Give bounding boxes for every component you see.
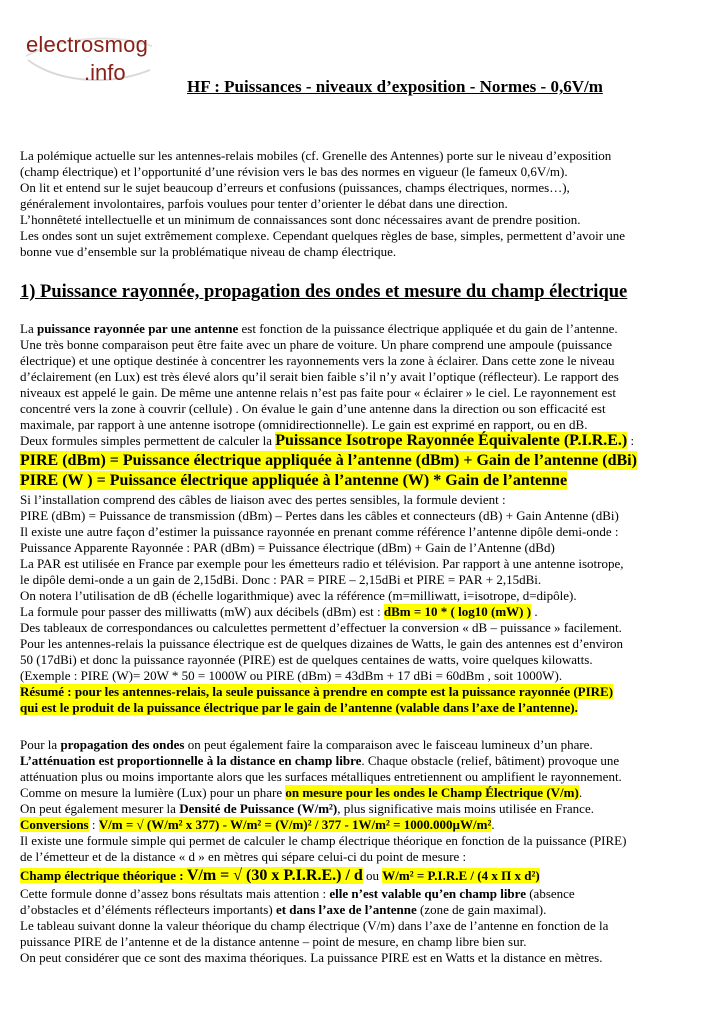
intro-line: Les ondes sont un sujet extrêmement complexe. Cependant quelques règles de base, simples, permettent d’avoir une [20,228,626,243]
s2-line: Il existe une formule simple qui permet de calculer le champ électrique théorique en fonction de la puissance (PIRE) [20,833,627,848]
s1-line: PIRE (dBm) = Puissance de transmission (dBm) – Pertes dans les câbles et connecteurs (dB) + Gain Antenne (dBi) [20,508,619,523]
site-logo[interactable] [24,30,154,92]
s1-line: concentré vers la zone à couvrir (cellule) . On évalue le gain d’une antenne dans la direction ou son efficacité est [20,401,606,416]
s1-line: Une très bonne comparaison peut être faite avec un phare de voiture. Un phare comprend une ampoule (puissance [20,337,612,352]
s1-line: Puissance Apparente Rayonnée : PAR (dBm) = Puissance électrique (dBm) + Gain de l’Antenne (dBd) [20,540,555,555]
s1-line: d’éclairement (en Lux) est très élevé alors qu’il serait bien faible s’il n’y avait l’optique (réflecteur). Le rapport des [20,369,619,384]
s1-line: La PAR est utilisée en France par exemple pour les émetteurs radio et télévision. Par rapport à une antenne isotrope, [20,556,624,571]
pire-formula-dbm: PIRE (dBm) = Puissance électrique appliquée à l’antenne (dBm) + Gain de l’antenne (dBi) [20,452,637,469]
s2-line: puissance PIRE de l’antenne et de la distance antenne – point de mesure, en champ libre bien sur. [20,934,527,949]
intro-line: bonne vue d’ensemble sur la problématique niveau de champ électrique. [20,244,397,259]
s1-line: maximale, par rapport à une antenne isotrope (omnidirectionnelle). Le gain est exprimé en rapport, ou en dB. [20,417,588,432]
s2-line: d’obstacles et d’éléments réflecteurs importants) et dans l’axe de l’antenne (zone de gain maximal). [20,902,547,917]
s2-line: atténuation plus ou moins importante alors que les surfaces métalliques entretiennent ou amplifient le rayonnement. [20,769,622,784]
page-title: HF : Puissances - niveaux d’exposition - Normes - 0,6V/m [187,77,603,96]
s2-line: On peut considérer que ce sont des maxima théoriques. La puissance PIRE est en Watts et la distance en mètres. [20,950,603,965]
s1-line: Si l’installation comprend des câbles de liaison avec des pertes sensibles, la formule devient : [20,492,506,507]
s2-line: Le tableau suivant donne la valeur théorique du champ électrique (V/m) dans l’axe de l’antenne en fonction de la [20,918,609,933]
pire-definition: Puissance Isotrope Rayonnée Équivalente (P.I.R.E.) [275,432,628,449]
intro-line: On lit et entend sur le sujet beaucoup d’erreurs et confusions (puissances, champs électriques, normes…), [20,180,570,195]
s1-line: électrique) et une optique destinée à concentrer les rayonnements vers la zone à éclairer. Dans cette zone le niveau [20,353,615,368]
s1-line: Pour les antennes-relais la puissance électrique est de quelques dizaines de Watts, le gain des antennes est d’environ [20,636,624,651]
s1-line: Des tableaux de correspondances ou calculettes permettent d’effectuer la conversion « dB – puissance » facilement. [20,620,622,635]
section-heading: 1) Puissance rayonnée, propagation des ondes et mesure du champ électrique [20,282,628,302]
s1-line: niveaux est appelé le gain. De même une antenne relais n’est pas faite pour « éclairer » le ciel. Le rayonnement est [20,385,616,400]
s2-line: Comme on mesure la lumière (Lux) pour un phare on mesure pour les ondes le Champ Électrique (V/m). [20,785,583,800]
s1-line: On notera l’utilisation de dB (échelle logarithmique) avec la référence (m=milliwatt, i=isotrope, d=dipôle). [20,588,577,603]
s1-line: 50 (17dBi) et donc la puissance rayonnée (PIRE) est de quelques centaines de watts, voire quelques kilowatts. [20,652,593,667]
s2-line: Cette formule donne d’assez bons résultats mais attention : elle n’est valable qu’en champ libre (absence [20,886,575,901]
s1-line: La formule pour passer des milliwatts (mW) aux décibels (dBm) est : dBm = 10 * ( log10 (mW) ) . [20,604,538,619]
summary-line: Résumé : pour les antennes-relais, la seule puissance à prendre en compte est la puissance rayonnée (PIRE) [20,684,614,699]
intro-line: généralement involontaires, parfois voulues pour tenter d’orienter le débat dans une direction. [20,196,508,211]
intro-line: L’honnêteté intellectuelle et un minimum de connaissances sont donc nécessaires avant de prendre position. [20,212,581,227]
intro-line: La polémique actuelle sur les antennes-relais mobiles (cf. Grenelle des Antennes) porte sur le niveau d’exposition [20,148,612,163]
summary-line: qui est le produit de la puissance électrique par le gain de l’antenne (valable dans l’axe de l’antenne). [20,700,578,715]
s2-line: L’atténuation est proportionnelle à la distance en champ libre. Chaque obstacle (relief, bâtiment) provoque une [20,753,620,768]
s1-line: (Exemple : PIRE (W)= 20W * 50 = 1000W ou PIRE (dBm) = 43dBm + 17 dBi = 60dBm , soit 1000W). [20,668,563,683]
dbm-formula: dBm = 10 * ( log10 (mW) ) [383,604,532,619]
s2-line: de l’émetteur et de la distance « d » en mètres qui sépare celui-ci du point de mesure : [20,849,467,864]
field-formula-line: Champ électrique théorique : V/m = √ (30 x P.I.R.E.) / d ou W/m² = P.I.R.E / (4 x Π x d²) [20,867,540,884]
s2-line: On peut également mesurer la Densité de Puissance (W/m²), plus significative mais moins utilisée en France. [20,801,594,816]
pire-formula-watts: PIRE (W ) = Puissance électrique appliquée à l’antenne (W) * Gain de l’antenne [20,472,568,489]
intro-line: (champ électrique) et l’opportunité d’une révision vers le bas des normes en vigueur (le fameux 0,6V/m). [20,164,568,179]
logo-text-line2: .info [84,60,126,85]
s1-line: le dipôle demi-onde a un gain de 2,15dBi. Donc : PAR = PIRE – 2,15dBi et PIRE = PAR + 2,15dBi. [20,572,542,587]
s1-line: Deux formules simples permettent de calculer la Puissance Isotrope Rayonnée Équivalente (P.I.R.E.) : [20,432,635,449]
s2-line: Pour la propagation des ondes on peut également faire la comparaison avec le faisceau lumineux d’un phare. [20,737,593,752]
s1-line: La puissance rayonnée par une antenne est fonction de la puissance électrique appliquée et du gain de l’antenne. [20,321,618,336]
conversions-line: Conversions : V/m = √ (W/m² x 377) - W/m² = (V/m)² / 377 - 1W/m² = 1000.000µW/m². [20,817,495,832]
logo-text-line1: electrosmog [26,32,149,57]
s1-line: Il existe une autre façon d’estimer la puissance rayonnée en prenant comme référence l’antenne dipôle demi-onde : [20,524,619,539]
